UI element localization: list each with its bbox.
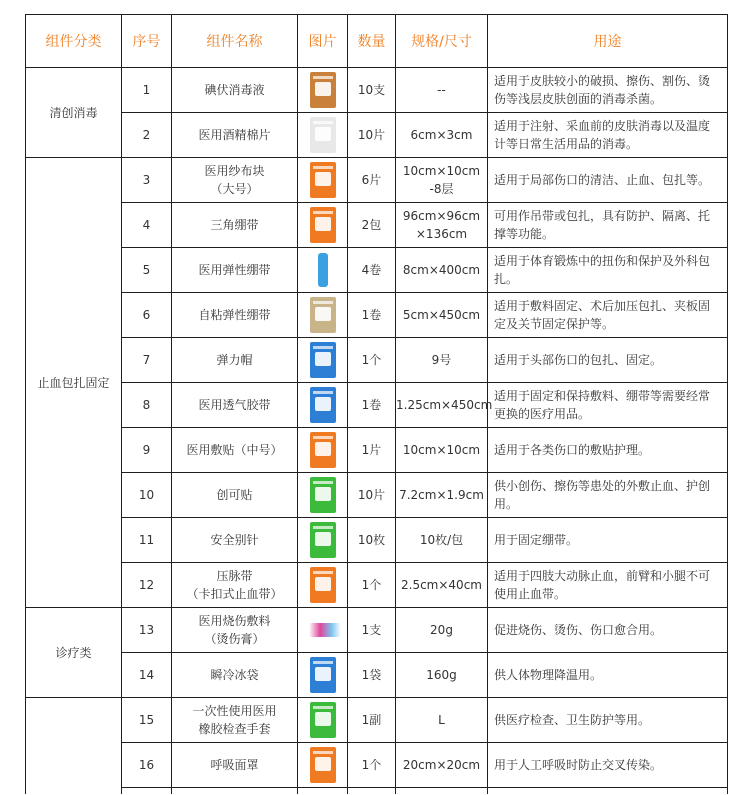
table-row xyxy=(26,293,728,338)
instant-cold-pack-icon xyxy=(308,656,338,694)
table-row xyxy=(26,653,728,698)
medical-tape-icon xyxy=(308,386,338,424)
table-row xyxy=(26,158,728,203)
item-image xyxy=(298,113,348,158)
band-aid-icon xyxy=(308,476,338,514)
burn-ointment-icon xyxy=(308,611,338,649)
partial-cell xyxy=(172,788,298,795)
item-number: 15 xyxy=(122,698,172,743)
table-row xyxy=(26,608,728,653)
item-spec: 160g xyxy=(396,653,488,698)
item-image xyxy=(298,383,348,428)
item-spec: 20g xyxy=(396,608,488,653)
item-spec: 9号 xyxy=(396,338,488,383)
item-spec: 5cm×450cm xyxy=(396,293,488,338)
iodine-swab-pack-icon xyxy=(308,71,338,109)
header-usage: 用途 xyxy=(488,15,728,68)
category-cell xyxy=(26,698,122,795)
item-spec: 10cm×10cm xyxy=(396,428,488,473)
item-usage: 用于固定绷带。 xyxy=(488,518,728,563)
first-aid-kit-table xyxy=(25,14,728,794)
table-row xyxy=(26,563,728,608)
item-image xyxy=(298,158,348,203)
item-usage: 可用作吊带或包扎，具有防护、隔离、托撑等功能。 xyxy=(488,203,728,248)
table-row-partial xyxy=(26,788,728,795)
item-quantity: 1片 xyxy=(348,428,396,473)
item-spec: 6cm×3cm xyxy=(396,113,488,158)
item-number: 9 xyxy=(122,428,172,473)
item-number: 1 xyxy=(122,68,172,113)
item-quantity: 1卷 xyxy=(348,383,396,428)
item-image xyxy=(298,338,348,383)
item-spec: 10枚/包 xyxy=(396,518,488,563)
header-quantity: 数量 xyxy=(348,15,396,68)
item-image xyxy=(298,518,348,563)
item-quantity: 1副 xyxy=(348,698,396,743)
item-spec: 1.25cm×450cm xyxy=(396,383,488,428)
item-number: 7 xyxy=(122,338,172,383)
item-usage: 适用于四肢大动脉止血，前臂和小腿不可使用止血带。 xyxy=(488,563,728,608)
partial-cell xyxy=(298,788,348,795)
alcohol-pad-icon xyxy=(308,116,338,154)
item-usage: 适用于敷料固定、术后加压包扎、夹板固定及关节固定保护等。 xyxy=(488,293,728,338)
item-image xyxy=(298,203,348,248)
item-spec: 96cm×96cm ×136cm xyxy=(396,203,488,248)
item-name: 医用酒精棉片 xyxy=(172,113,298,158)
item-image xyxy=(298,293,348,338)
item-name: 压脉带 （卡扣式止血带） xyxy=(172,563,298,608)
item-image xyxy=(298,248,348,293)
item-usage: 适用于头部伤口的包扎、固定。 xyxy=(488,338,728,383)
item-number: 12 xyxy=(122,563,172,608)
elastic-bandage-icon xyxy=(308,251,338,289)
item-name: 弹力帽 xyxy=(172,338,298,383)
item-name: 医用透气胶带 xyxy=(172,383,298,428)
item-quantity: 10片 xyxy=(348,113,396,158)
partial-cell xyxy=(488,788,728,795)
item-number: 10 xyxy=(122,473,172,518)
table-row xyxy=(26,248,728,293)
item-quantity: 1个 xyxy=(348,743,396,788)
table-row xyxy=(26,698,728,743)
item-number: 11 xyxy=(122,518,172,563)
table-body xyxy=(26,68,728,795)
item-number: 16 xyxy=(122,743,172,788)
item-image xyxy=(298,473,348,518)
item-usage: 供小创伤、擦伤等患处的外敷止血、护创用。 xyxy=(488,473,728,518)
item-spec: 20cm×20cm xyxy=(396,743,488,788)
first-aid-kit-table-container xyxy=(25,14,727,794)
header-image: 图片 xyxy=(298,15,348,68)
item-name: 呼吸面罩 xyxy=(172,743,298,788)
rubber-gloves-icon xyxy=(308,701,338,739)
table-header-row xyxy=(26,15,728,68)
header-number: 序号 xyxy=(122,15,172,68)
item-image xyxy=(298,653,348,698)
header-category: 组件分类 xyxy=(26,15,122,68)
table-row xyxy=(26,113,728,158)
item-name: 自粘弹性绷带 xyxy=(172,293,298,338)
item-name: 医用纱布块 （大号） xyxy=(172,158,298,203)
item-number: 14 xyxy=(122,653,172,698)
item-spec: 7.2cm×1.9cm xyxy=(396,473,488,518)
table-row xyxy=(26,743,728,788)
item-usage: 适用于各类伤口的敷贴护理。 xyxy=(488,428,728,473)
table-row xyxy=(26,473,728,518)
dressing-patch-icon xyxy=(308,431,338,469)
table-row xyxy=(26,428,728,473)
elastic-cap-icon xyxy=(308,341,338,379)
item-usage: 促进烧伤、烫伤、伤口愈合用。 xyxy=(488,608,728,653)
triangle-bandage-icon xyxy=(308,206,338,244)
item-usage: 适用于固定和保持敷料、绷带等需要经常更换的医疗用品。 xyxy=(488,383,728,428)
self-adhesive-bandage-icon xyxy=(308,296,338,334)
table-row xyxy=(26,518,728,563)
item-quantity: 2包 xyxy=(348,203,396,248)
item-usage: 供人体物理降温用。 xyxy=(488,653,728,698)
item-spec: L xyxy=(396,698,488,743)
item-number: 6 xyxy=(122,293,172,338)
item-name: 创可贴 xyxy=(172,473,298,518)
item-quantity: 10支 xyxy=(348,68,396,113)
item-quantity: 4卷 xyxy=(348,248,396,293)
item-name: 医用敷贴（中号） xyxy=(172,428,298,473)
header-name: 组件名称 xyxy=(172,15,298,68)
item-name: 安全别针 xyxy=(172,518,298,563)
item-usage: 适用于局部伤口的清洁、止血、包扎等。 xyxy=(488,158,728,203)
item-quantity: 1支 xyxy=(348,608,396,653)
item-image xyxy=(298,563,348,608)
category-cell: 止血包扎固定 xyxy=(26,158,122,608)
safety-pin-icon xyxy=(308,521,338,559)
item-image xyxy=(298,608,348,653)
item-spec: 8cm×400cm xyxy=(396,248,488,293)
item-name: 一次性使用医用 橡胶检查手套 xyxy=(172,698,298,743)
item-usage: 适用于体育锻炼中的扭伤和保护及外科包扎。 xyxy=(488,248,728,293)
item-usage: 适用于注射、采血前的皮肤消毒以及温度计等日常生活用品的消毒。 xyxy=(488,113,728,158)
item-spec: 10cm×10cm -8层 xyxy=(396,158,488,203)
item-image xyxy=(298,68,348,113)
gauze-pack-icon xyxy=(308,161,338,199)
item-quantity: 10枚 xyxy=(348,518,396,563)
item-name: 医用弹性绷带 xyxy=(172,248,298,293)
table-row xyxy=(26,203,728,248)
partial-cell xyxy=(396,788,488,795)
item-usage: 供医疗检查、卫生防护等用。 xyxy=(488,698,728,743)
item-image xyxy=(298,698,348,743)
item-spec: -- xyxy=(396,68,488,113)
item-quantity: 1卷 xyxy=(348,293,396,338)
tourniquet-icon xyxy=(308,566,338,604)
item-quantity: 1袋 xyxy=(348,653,396,698)
item-number: 8 xyxy=(122,383,172,428)
item-image xyxy=(298,428,348,473)
item-name: 瞬冷冰袋 xyxy=(172,653,298,698)
category-cell: 诊疗类 xyxy=(26,608,122,698)
partial-cell xyxy=(122,788,172,795)
item-spec: 2.5cm×40cm xyxy=(396,563,488,608)
header-spec: 规格/尺寸 xyxy=(396,15,488,68)
item-usage: 适用于皮肤较小的破损、擦伤、割伤、烫伤等浅层皮肤创面的消毒杀菌。 xyxy=(488,68,728,113)
item-image xyxy=(298,743,348,788)
item-number: 3 xyxy=(122,158,172,203)
table-row xyxy=(26,383,728,428)
item-quantity: 10片 xyxy=(348,473,396,518)
table-row xyxy=(26,338,728,383)
item-number: 5 xyxy=(122,248,172,293)
item-name: 三角绷带 xyxy=(172,203,298,248)
item-usage: 用于人工呼吸时防止交叉传染。 xyxy=(488,743,728,788)
item-name: 医用烧伤敷料 （烫伤膏） xyxy=(172,608,298,653)
partial-cell xyxy=(348,788,396,795)
item-name: 碘伏消毒液 xyxy=(172,68,298,113)
category-cell: 清创消毒 xyxy=(26,68,122,158)
item-number: 4 xyxy=(122,203,172,248)
item-quantity: 6片 xyxy=(348,158,396,203)
item-quantity: 1个 xyxy=(348,563,396,608)
item-quantity: 1个 xyxy=(348,338,396,383)
item-number: 2 xyxy=(122,113,172,158)
breathing-mask-icon xyxy=(308,746,338,784)
table-row xyxy=(26,68,728,113)
item-number: 13 xyxy=(122,608,172,653)
